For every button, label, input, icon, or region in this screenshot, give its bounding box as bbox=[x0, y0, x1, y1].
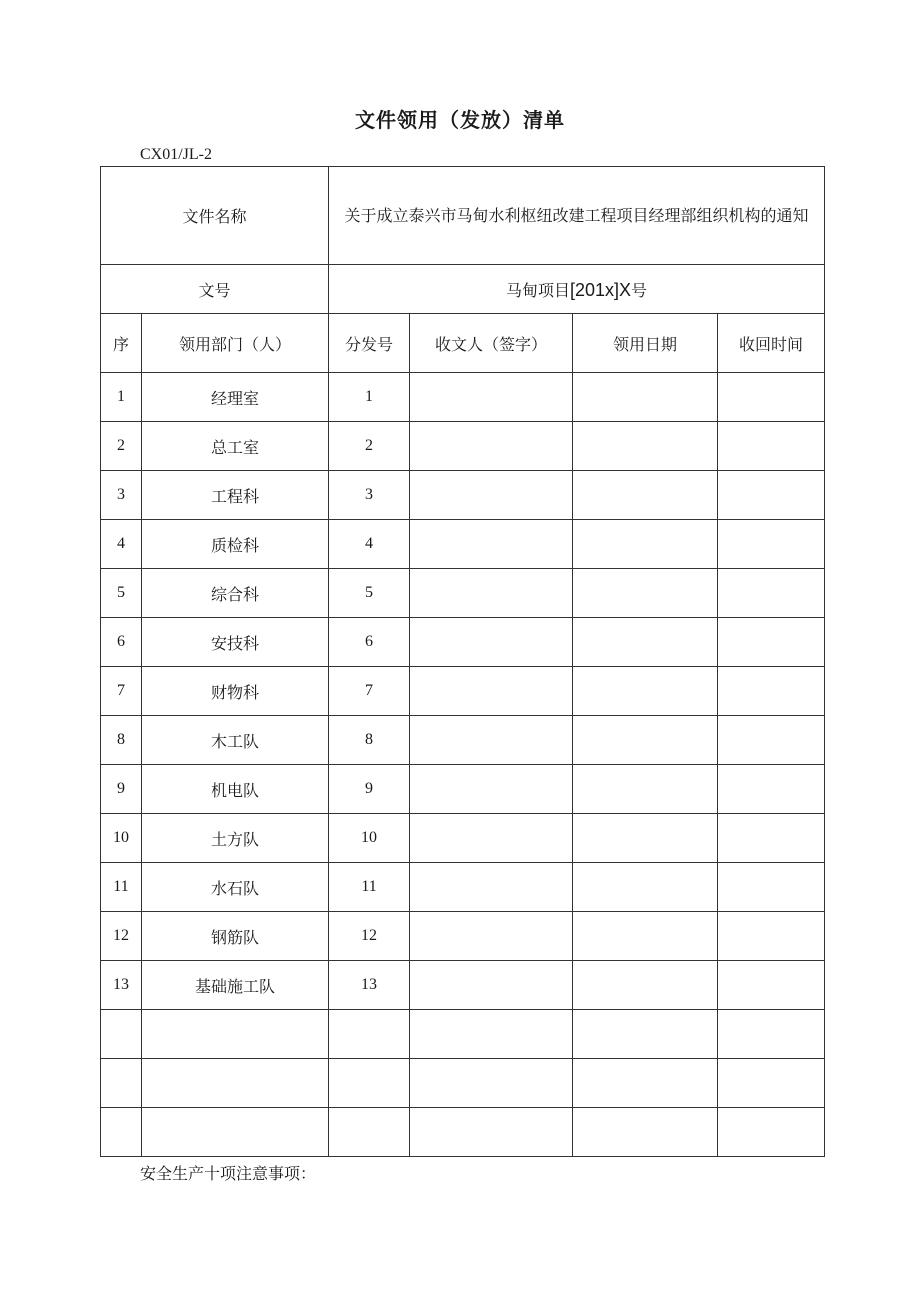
table-row bbox=[101, 1010, 825, 1059]
doc-number-code: [201x]X bbox=[570, 279, 632, 300]
row-seq: 12 bbox=[101, 912, 142, 961]
row-return-time bbox=[718, 618, 825, 667]
row-seq bbox=[101, 1010, 142, 1059]
table-row bbox=[101, 618, 825, 667]
form-code: CX01/JL-2 bbox=[140, 146, 212, 163]
row-return-time bbox=[718, 1010, 825, 1059]
row-issue-no: 7 bbox=[329, 667, 410, 716]
row-return-time bbox=[718, 422, 825, 471]
row-dept: 安技科 bbox=[142, 618, 329, 667]
row-dept: 财物科 bbox=[142, 667, 329, 716]
row-seq: 4 bbox=[101, 520, 142, 569]
row-issue-no: 4 bbox=[329, 520, 410, 569]
row-issue-no: 13 bbox=[329, 961, 410, 1010]
doc-name-row bbox=[101, 167, 825, 265]
row-seq: 11 bbox=[101, 863, 142, 912]
header-seq: 序 bbox=[101, 314, 142, 373]
row-recipient-signature bbox=[410, 520, 573, 569]
row-recipient-signature bbox=[410, 422, 573, 471]
row-issue-no: 3 bbox=[329, 471, 410, 520]
table-row bbox=[101, 471, 825, 520]
row-seq: 5 bbox=[101, 569, 142, 618]
row-recipient-signature bbox=[410, 863, 573, 912]
row-recipient-signature bbox=[410, 1010, 573, 1059]
row-dept bbox=[142, 1059, 329, 1108]
row-seq bbox=[101, 1108, 142, 1157]
row-dept: 基础施工队 bbox=[142, 961, 329, 1010]
header-dept: 领用部门（人） bbox=[142, 314, 329, 373]
header-recipient: 收文人（签字） bbox=[410, 314, 573, 373]
doc-name-label: 文件名称 bbox=[101, 167, 329, 265]
doc-number-value bbox=[329, 265, 825, 314]
row-dept: 综合科 bbox=[142, 569, 329, 618]
row-dept: 经理室 bbox=[142, 373, 329, 422]
row-recipient-signature bbox=[410, 569, 573, 618]
row-receive-date bbox=[573, 1010, 718, 1059]
row-return-time bbox=[718, 814, 825, 863]
row-issue-no: 1 bbox=[329, 373, 410, 422]
row-seq: 1 bbox=[101, 373, 142, 422]
row-recipient-signature bbox=[410, 814, 573, 863]
row-seq: 8 bbox=[101, 716, 142, 765]
row-receive-date bbox=[573, 373, 718, 422]
row-return-time bbox=[718, 912, 825, 961]
header-date: 领用日期 bbox=[573, 314, 718, 373]
table-row bbox=[101, 667, 825, 716]
row-receive-date bbox=[573, 814, 718, 863]
doc-number-row bbox=[101, 265, 825, 314]
header-issue-no: 分发号 bbox=[329, 314, 410, 373]
row-receive-date bbox=[573, 618, 718, 667]
doc-name-value: 关于成立泰兴市马甸水利枢纽改建工程项目经理部组织机构的通知 bbox=[329, 167, 825, 265]
row-return-time bbox=[718, 863, 825, 912]
row-return-time bbox=[718, 471, 825, 520]
table-row bbox=[101, 961, 825, 1010]
row-dept: 机电队 bbox=[142, 765, 329, 814]
row-receive-date bbox=[573, 667, 718, 716]
doc-number-label: 文号 bbox=[101, 265, 329, 314]
row-receive-date bbox=[573, 471, 718, 520]
row-recipient-signature bbox=[410, 716, 573, 765]
row-dept bbox=[142, 1010, 329, 1059]
row-issue-no: 9 bbox=[329, 765, 410, 814]
row-seq bbox=[101, 1059, 142, 1108]
row-receive-date bbox=[573, 1108, 718, 1157]
row-issue-no bbox=[329, 1108, 410, 1157]
row-dept bbox=[142, 1108, 329, 1157]
row-recipient-signature bbox=[410, 1059, 573, 1108]
row-dept: 总工室 bbox=[142, 422, 329, 471]
row-receive-date bbox=[573, 961, 718, 1010]
table-row bbox=[101, 814, 825, 863]
row-receive-date bbox=[573, 765, 718, 814]
distribution-table bbox=[100, 166, 825, 1157]
row-recipient-signature bbox=[410, 373, 573, 422]
header-row bbox=[101, 314, 825, 373]
row-receive-date bbox=[573, 1059, 718, 1108]
row-recipient-signature bbox=[410, 471, 573, 520]
row-issue-no: 10 bbox=[329, 814, 410, 863]
row-return-time bbox=[718, 520, 825, 569]
row-recipient-signature bbox=[410, 1108, 573, 1157]
row-issue-no bbox=[329, 1010, 410, 1059]
row-issue-no: 5 bbox=[329, 569, 410, 618]
header-return-time: 收回时间 bbox=[718, 314, 825, 373]
row-seq: 13 bbox=[101, 961, 142, 1010]
table-row bbox=[101, 765, 825, 814]
row-receive-date bbox=[573, 716, 718, 765]
table-row bbox=[101, 1059, 825, 1108]
row-seq: 9 bbox=[101, 765, 142, 814]
row-return-time bbox=[718, 716, 825, 765]
row-return-time bbox=[718, 765, 825, 814]
row-return-time bbox=[718, 667, 825, 716]
footer-note: 安全生产十项注意事项： bbox=[140, 1164, 317, 1183]
table-row bbox=[101, 716, 825, 765]
row-issue-no: 8 bbox=[329, 716, 410, 765]
row-receive-date bbox=[573, 863, 718, 912]
row-seq: 6 bbox=[101, 618, 142, 667]
row-seq: 2 bbox=[101, 422, 142, 471]
row-receive-date bbox=[573, 520, 718, 569]
table-row bbox=[101, 520, 825, 569]
row-issue-no: 6 bbox=[329, 618, 410, 667]
row-receive-date bbox=[573, 912, 718, 961]
doc-number-suffix: 号 bbox=[631, 280, 648, 300]
row-dept: 质检科 bbox=[142, 520, 329, 569]
row-dept: 木工队 bbox=[142, 716, 329, 765]
table-row bbox=[101, 422, 825, 471]
row-seq: 10 bbox=[101, 814, 142, 863]
row-recipient-signature bbox=[410, 912, 573, 961]
row-recipient-signature bbox=[410, 667, 573, 716]
row-return-time bbox=[718, 569, 825, 618]
row-seq: 7 bbox=[101, 667, 142, 716]
row-issue-no: 11 bbox=[329, 863, 410, 912]
row-receive-date bbox=[573, 422, 718, 471]
row-dept: 工程科 bbox=[142, 471, 329, 520]
table-row bbox=[101, 912, 825, 961]
row-receive-date bbox=[573, 569, 718, 618]
row-recipient-signature bbox=[410, 618, 573, 667]
row-return-time bbox=[718, 1059, 825, 1108]
row-recipient-signature bbox=[410, 961, 573, 1010]
row-return-time bbox=[718, 373, 825, 422]
table-row bbox=[101, 863, 825, 912]
table-row bbox=[101, 373, 825, 422]
row-dept: 水石队 bbox=[142, 863, 329, 912]
row-return-time bbox=[718, 961, 825, 1010]
page-title: 文件领用（发放）清单 bbox=[355, 108, 565, 132]
table-row bbox=[101, 1108, 825, 1157]
row-issue-no: 12 bbox=[329, 912, 410, 961]
row-issue-no bbox=[329, 1059, 410, 1108]
doc-number-prefix: 马甸项目 bbox=[505, 280, 570, 300]
row-recipient-signature bbox=[410, 765, 573, 814]
row-return-time bbox=[718, 1108, 825, 1157]
row-dept: 土方队 bbox=[142, 814, 329, 863]
table-row bbox=[101, 569, 825, 618]
row-issue-no: 2 bbox=[329, 422, 410, 471]
row-seq: 3 bbox=[101, 471, 142, 520]
row-dept: 钢筋队 bbox=[142, 912, 329, 961]
